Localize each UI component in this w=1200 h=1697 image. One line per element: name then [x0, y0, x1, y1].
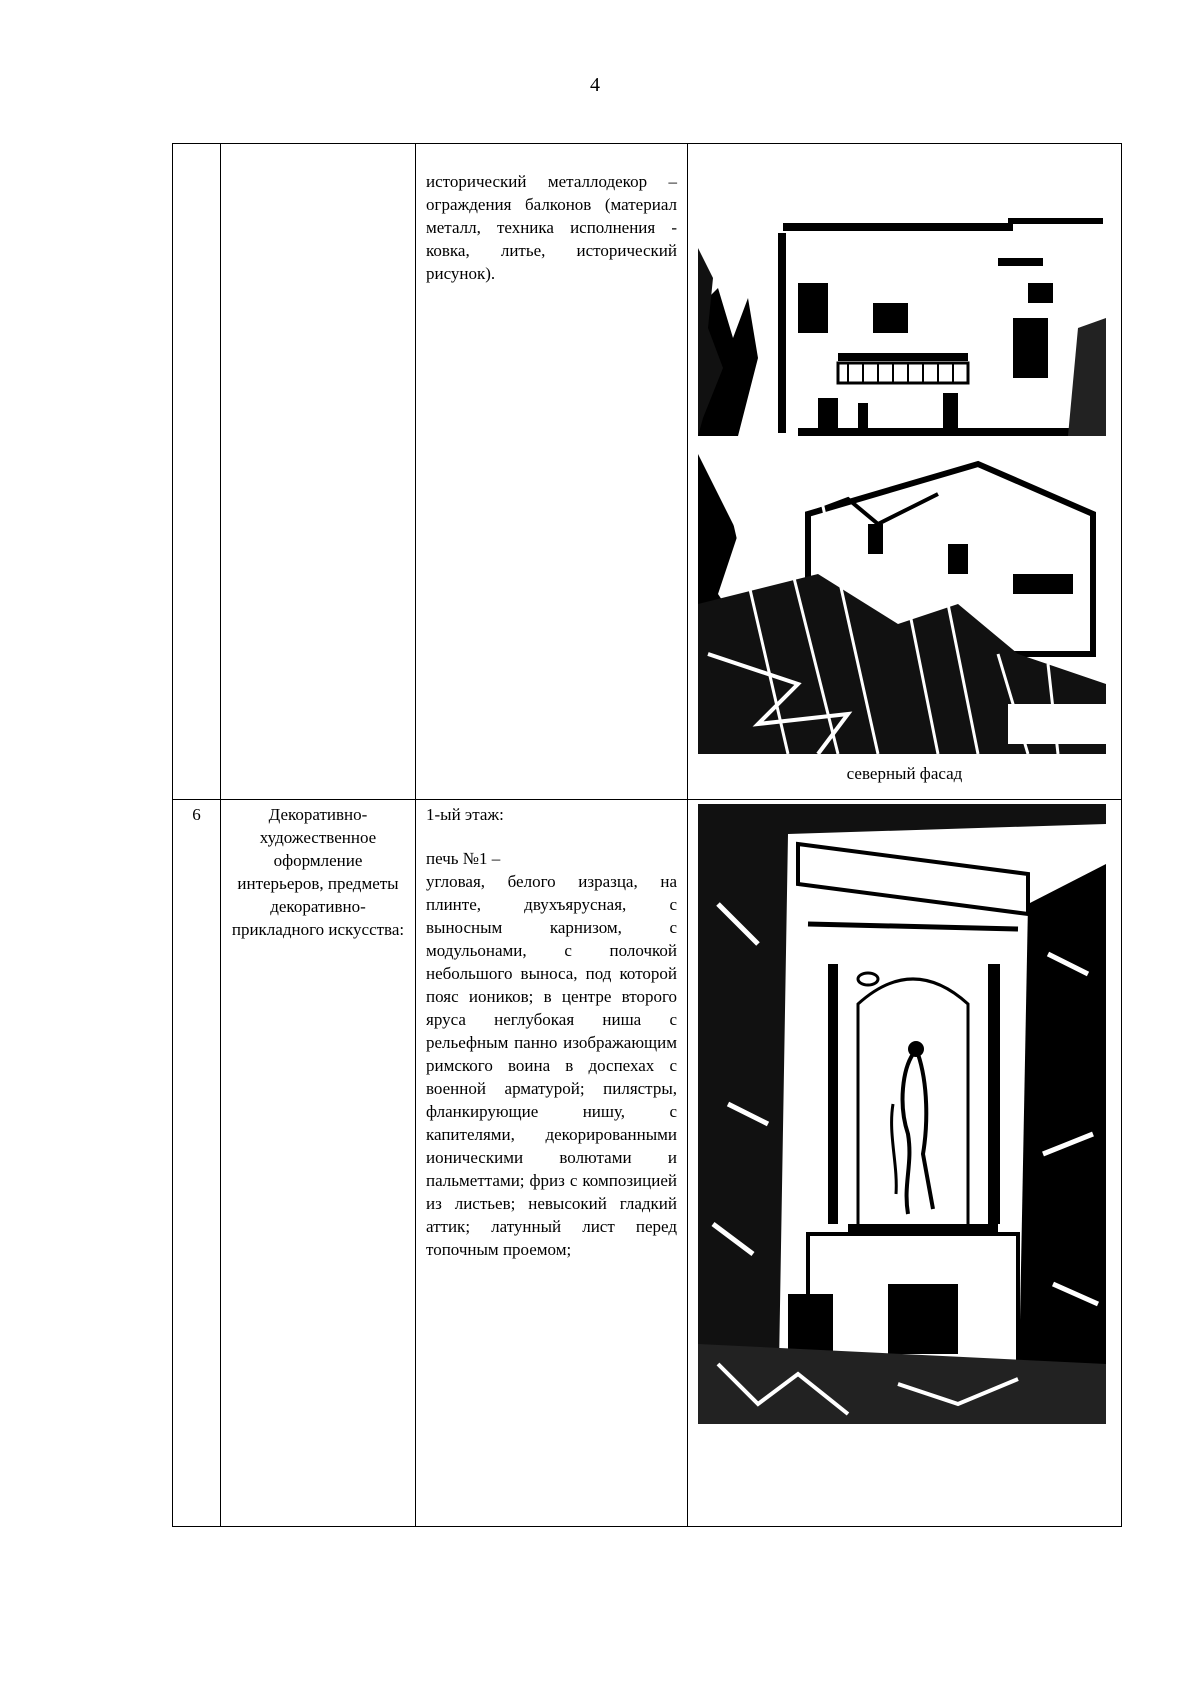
row-category [221, 144, 416, 800]
floor-label: 1-ый этаж: [426, 805, 504, 824]
facade-balcony-photo [698, 188, 1106, 436]
row-description: исторический металлодекор – ограждения балконов (материал металл, техника исполнения - ковка, литье, исторический рисунок). [416, 144, 688, 800]
north-facade-photo [698, 454, 1106, 754]
row-category: Декоративно-художественное оформление интерьеров, предметы декоративно-прикладного искусства: [221, 800, 416, 1527]
stove-photo [698, 804, 1106, 1424]
table-row [173, 144, 1122, 800]
row-number [173, 144, 221, 800]
table-row [173, 800, 1122, 1527]
page-number: 4 [590, 74, 600, 96]
row-number: 6 [173, 800, 221, 1527]
item-title: печь №1 – [426, 849, 501, 868]
row-photos [688, 144, 1122, 800]
heritage-table [172, 143, 1122, 1527]
row-description [416, 800, 688, 1527]
item-description: угловая, белого изразца, на плинте, двухъярусная, с выносным карнизом, с модульонами, с полочкой небольшого выноса, под которой пояс иоников; в центре второго яруса неглубокая ниша с рельефным панно изображающим римского воина в доспехах с военной арматурой; пилястры, фланкирующие нишу, с капителями, декорированными ионическими волютами и пальметтами; фриз с композицией из листьев; невысокий гладкий аттик; латунный лист перед топочным проемом; [426, 872, 677, 1259]
photo-caption: северный фасад [846, 764, 963, 783]
row-photos [688, 800, 1122, 1527]
